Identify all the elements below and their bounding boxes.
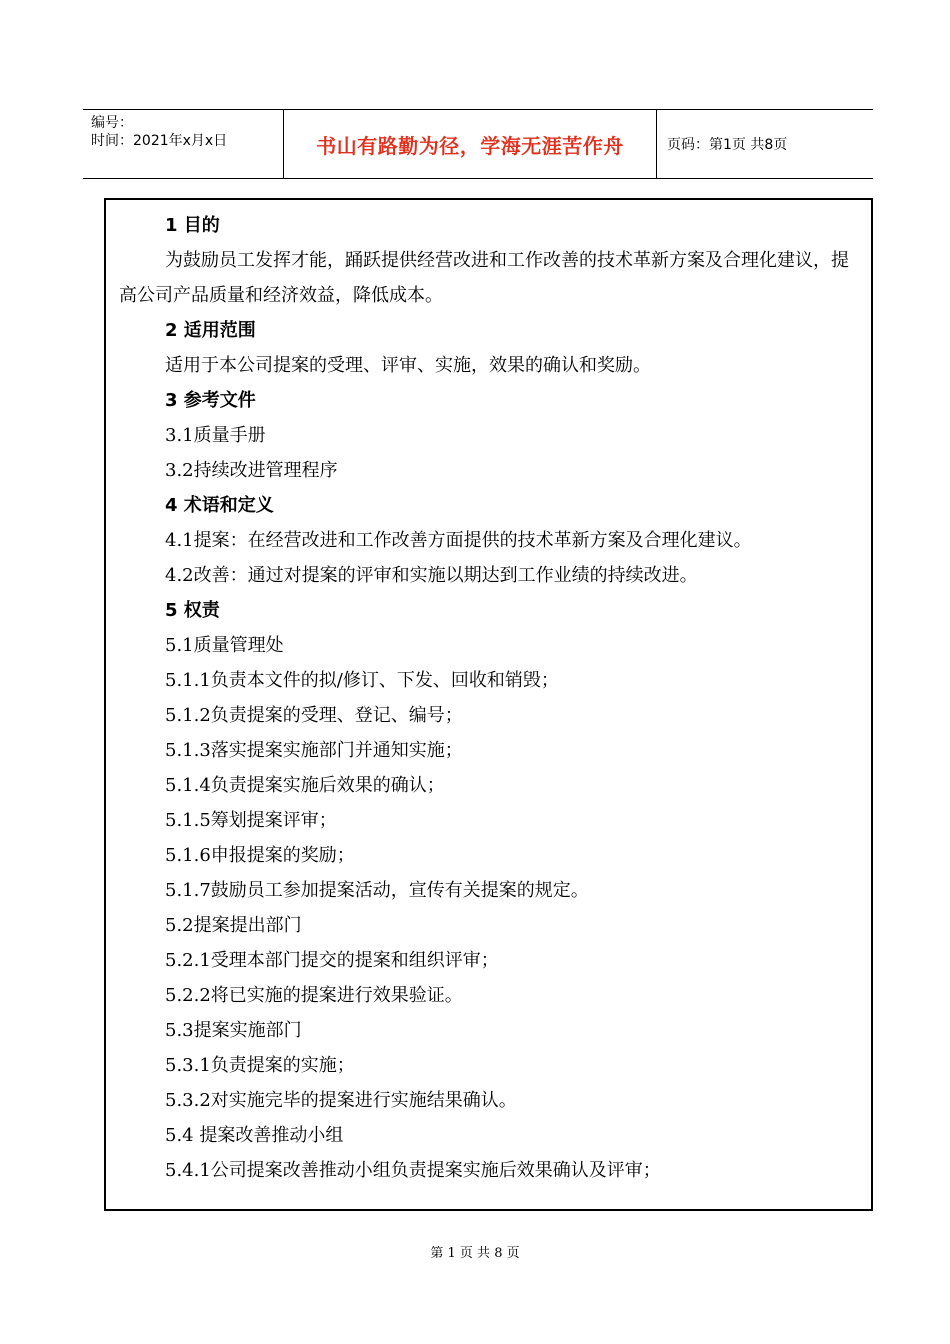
content-body (119, 208, 861, 1188)
section-title: 1 目的 (165, 215, 220, 236)
header-page-cell (657, 110, 873, 178)
header-slogan: 书山有路勤为径，学海无涯苦作舟 (316, 134, 624, 158)
section-title: 4 术语和定义 (165, 495, 274, 516)
header-slogan-cell (284, 110, 657, 178)
list-item: 5.4.1公司提案改善推动小组负责提案实施后效果确认及评审； (165, 1160, 661, 1181)
header-info-cell (83, 110, 284, 178)
document-header (83, 109, 873, 179)
section-title: 3 参考文件 (165, 390, 256, 411)
definition-paragraph: 4.2改善：通过对提案的评审和实施以期达到工作业绩的持续改进。 (165, 565, 698, 586)
list-item: 5.3提案实施部门 (165, 1020, 302, 1041)
page-footer: 第 1 页 共 8 页 (430, 1246, 520, 1261)
list-item: 5.2.2将已实施的提案进行效果验证。 (165, 985, 463, 1006)
document-number-label: 编号： (91, 115, 133, 131)
section-title: 5 权责 (165, 600, 220, 621)
section-paragraph: 为鼓励员工发挥才能，踊跃提供经营改进和工作改善的技术革新方案及合理化建议，提高公司产品质量和经济效益，降低成本。 (119, 250, 849, 306)
definition-paragraph: 4.1提案：在经营改进和工作改善方面提供的技术革新方案及合理化建议。 (165, 530, 752, 551)
list-item: 5.3.2对实施完毕的提案进行实施结果确认。 (165, 1090, 517, 1111)
list-item: 5.1.4负责提案实施后效果的确认； (165, 775, 445, 796)
list-item: 5.1.2负责提案的受理、登记、编号； (165, 705, 463, 726)
content-box (104, 198, 873, 1211)
list-item: 5.2.1受理本部门提交的提案和组织评审； (165, 950, 499, 971)
section-paragraph: 适用于本公司提案的受理、评审、实施，效果的确认和奖励。 (165, 355, 651, 376)
list-item: 5.2提案提出部门 (165, 915, 302, 936)
list-item: 3.2持续改进管理程序 (165, 460, 338, 481)
header-page-label: 页码：第1页 共8页 (667, 137, 788, 153)
list-item: 5.1.7鼓励员工参加提案活动，宣传有关提案的规定。 (165, 880, 589, 901)
list-item: 5.1质量管理处 (165, 635, 284, 656)
list-item: 5.1.6申报提案的奖励； (165, 845, 355, 866)
list-item: 5.1.3落实提案实施部门并通知实施； (165, 740, 463, 761)
list-item: 5.4 提案改善推动小组 (165, 1125, 344, 1146)
list-item: 5.1.1负责本文件的拟/修订、下发、回收和销毁； (165, 670, 559, 691)
list-item: 5.3.1负责提案的实施； (165, 1055, 355, 1076)
section-title: 2 适用范围 (165, 320, 256, 341)
document-time-label: 时间：2021年x月x日 (91, 133, 228, 149)
list-item: 3.1质量手册 (165, 425, 266, 446)
list-item: 5.1.5筹划提案评审； (165, 810, 337, 831)
